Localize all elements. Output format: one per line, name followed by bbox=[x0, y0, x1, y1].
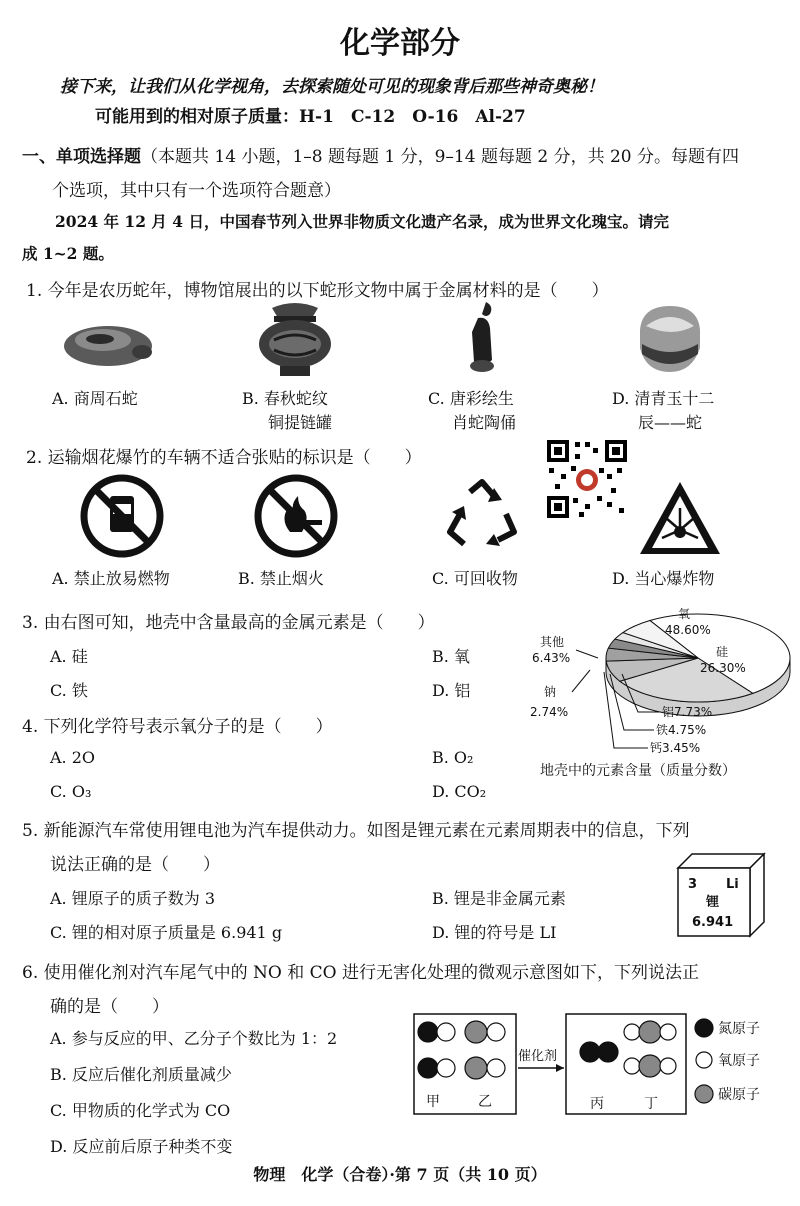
pie-value-silicon: 26.30% bbox=[700, 661, 746, 675]
recycle-sign-icon bbox=[440, 474, 524, 558]
q1-option-c: C. 唐彩绘生 bbox=[428, 389, 514, 408]
pie-value-other: 6.43% bbox=[532, 651, 571, 665]
q3-stem: 3. 由右图可知，地壳中含量最高的金属元素是（ ） bbox=[22, 613, 435, 633]
q6-option-b: B. 反应后催化剂质量减少 bbox=[50, 1065, 232, 1084]
q4-option-d: D. CO₂ bbox=[432, 782, 487, 801]
context-line-2: 成 1~2 题。 bbox=[22, 244, 114, 263]
q5-option-a: A. 锂原子的质子数为 3 bbox=[50, 889, 215, 908]
reaction-diagram bbox=[408, 1010, 788, 1118]
label-bing: 丙 bbox=[590, 1096, 604, 1112]
q4-stem: 4. 下列化学符号表示氧分子的是（ ） bbox=[22, 717, 333, 737]
element-symbol: Li bbox=[726, 877, 739, 892]
q1-option-a: A. 商周石蛇 bbox=[52, 389, 138, 408]
pie-label-sodium: 钠 bbox=[544, 685, 557, 699]
q3-option-a: A. 硅 bbox=[50, 647, 88, 666]
pottery-figure-image bbox=[460, 298, 506, 378]
pie-label-iron: 铁4.75% bbox=[656, 723, 707, 737]
element-number: 3 bbox=[688, 877, 698, 892]
q2-option-d: D. 当心爆炸物 bbox=[612, 569, 715, 588]
section-title: 一、单项选择题 bbox=[22, 147, 141, 167]
context-line-1: 2024 年 12 月 4 日，中国春节列入世界非物质文化遗产名录，成为世界文化瑰宝。请完 bbox=[55, 212, 669, 231]
q4-option-b: B. O₂ bbox=[432, 748, 474, 767]
section-heading bbox=[22, 142, 739, 167]
q6-stem-1: 6. 使用催化剂对汽车尾气中的 NO 和 CO 进行无害化处理的微观示意图如下，下列说法正 bbox=[22, 963, 699, 983]
q1-option-d: D. 清青玉十二 bbox=[612, 389, 715, 408]
q1-option-b: B. 春秋蛇纹 bbox=[242, 389, 328, 408]
q6-stem-2: 确的是（ ） bbox=[50, 997, 169, 1017]
pie-caption: 地壳中的元素含量（质量分数） bbox=[540, 763, 736, 779]
stone-snake-image bbox=[58, 312, 158, 372]
pie-label-calcium: 钙3.45% bbox=[650, 741, 701, 755]
legend-nitrogen: 氮原子 bbox=[718, 1021, 760, 1037]
section-desc-1: （本题共 14 小题，1–8 题每题 1 分，9–14 题每题 2 分，共 20 分。每题有四 bbox=[141, 147, 740, 167]
pie-label-silicon: 硅 bbox=[716, 645, 729, 659]
q2-option-a: A. 禁止放易燃物 bbox=[52, 569, 170, 588]
catalyst-label: 催化剂 bbox=[518, 1049, 558, 1064]
pie-value-oxygen: 48.60% bbox=[665, 623, 711, 637]
q1-option-d-line2: 辰——蛇 bbox=[638, 413, 703, 432]
q3-option-b: B. 氧 bbox=[432, 647, 470, 666]
q5-option-b: B. 锂是非金属元素 bbox=[432, 889, 566, 908]
q1-option-c-line2: 肖蛇陶俑 bbox=[452, 413, 517, 432]
q6-option-a: A. 参与反应的甲、乙分子个数比为 1：2 bbox=[50, 1029, 338, 1048]
explosive-warning-sign-icon bbox=[636, 476, 724, 560]
page-title: 化学部分 bbox=[340, 26, 460, 61]
q6-option-d: D. 反应前后原子种类不变 bbox=[50, 1137, 233, 1156]
legend-carbon: 碳原子 bbox=[718, 1087, 760, 1103]
no-fire-sign-icon bbox=[254, 474, 338, 558]
no-flammable-sign-icon bbox=[80, 474, 164, 558]
q3-option-c: C. 铁 bbox=[50, 681, 88, 700]
page-footer: 物理 化学（合卷）·第 7 页（共 10 页） bbox=[253, 1165, 547, 1184]
q1-option-b-line2: 铜提链罐 bbox=[268, 413, 333, 432]
label-yi: 乙 bbox=[478, 1094, 492, 1110]
pie-label-aluminum: 铝7.73% bbox=[662, 705, 713, 719]
pie-label-oxygen: 氧 bbox=[678, 607, 691, 621]
lithium-element-card bbox=[672, 848, 768, 940]
element-name: 锂 bbox=[706, 895, 720, 910]
label-ding: 丁 bbox=[644, 1096, 658, 1112]
qr-code-icon bbox=[545, 438, 629, 520]
q2-stem: 2. 运输烟花爆竹的车辆不适合张贴的标识是（ ） bbox=[26, 448, 422, 468]
section-desc-2: 个选项，其中只有一个选项符合题意） bbox=[52, 181, 341, 201]
legend-oxygen: 氧原子 bbox=[718, 1053, 760, 1069]
q5-option-d: D. 锂的符号是 LI bbox=[432, 923, 557, 942]
element-mass: 6.941 bbox=[692, 915, 734, 930]
q1-stem: 1. 今年是农历蛇年，博物馆展出的以下蛇形文物中属于金属材料的是（ ） bbox=[26, 281, 609, 301]
jade-snake-image bbox=[632, 300, 708, 376]
atomic-mass-line: 可能用到的相对原子质量：H-1 C-12 O-16 Al-27 bbox=[95, 107, 526, 127]
q4-option-c: C. O₃ bbox=[50, 782, 92, 801]
q2-option-b: B. 禁止烟火 bbox=[238, 569, 324, 588]
label-jia: 甲 bbox=[426, 1094, 440, 1110]
q4-option-a: A. 2O bbox=[50, 748, 96, 767]
q5-stem-2: 说法正确的是（ ） bbox=[50, 855, 220, 875]
q6-option-c: C. 甲物质的化学式为 CO bbox=[50, 1101, 231, 1120]
intro-text: 接下来，让我们从化学视角，去探索随处可见的现象背后那些神奇奥秘！ bbox=[60, 77, 604, 97]
q5-stem-1: 5. 新能源汽车常使用锂电池为汽车提供动力。如图是锂元素在元素周期表中的信息，下列 bbox=[22, 821, 690, 841]
bronze-jar-image bbox=[252, 300, 338, 380]
pie-value-sodium: 2.74% bbox=[530, 705, 569, 719]
q3-option-d: D. 铝 bbox=[432, 681, 471, 700]
q5-option-c: C. 锂的相对原子质量是 6.941 g bbox=[50, 923, 283, 942]
pie-label-other: 其他 bbox=[540, 635, 565, 649]
q2-option-c: C. 可回收物 bbox=[432, 569, 518, 588]
